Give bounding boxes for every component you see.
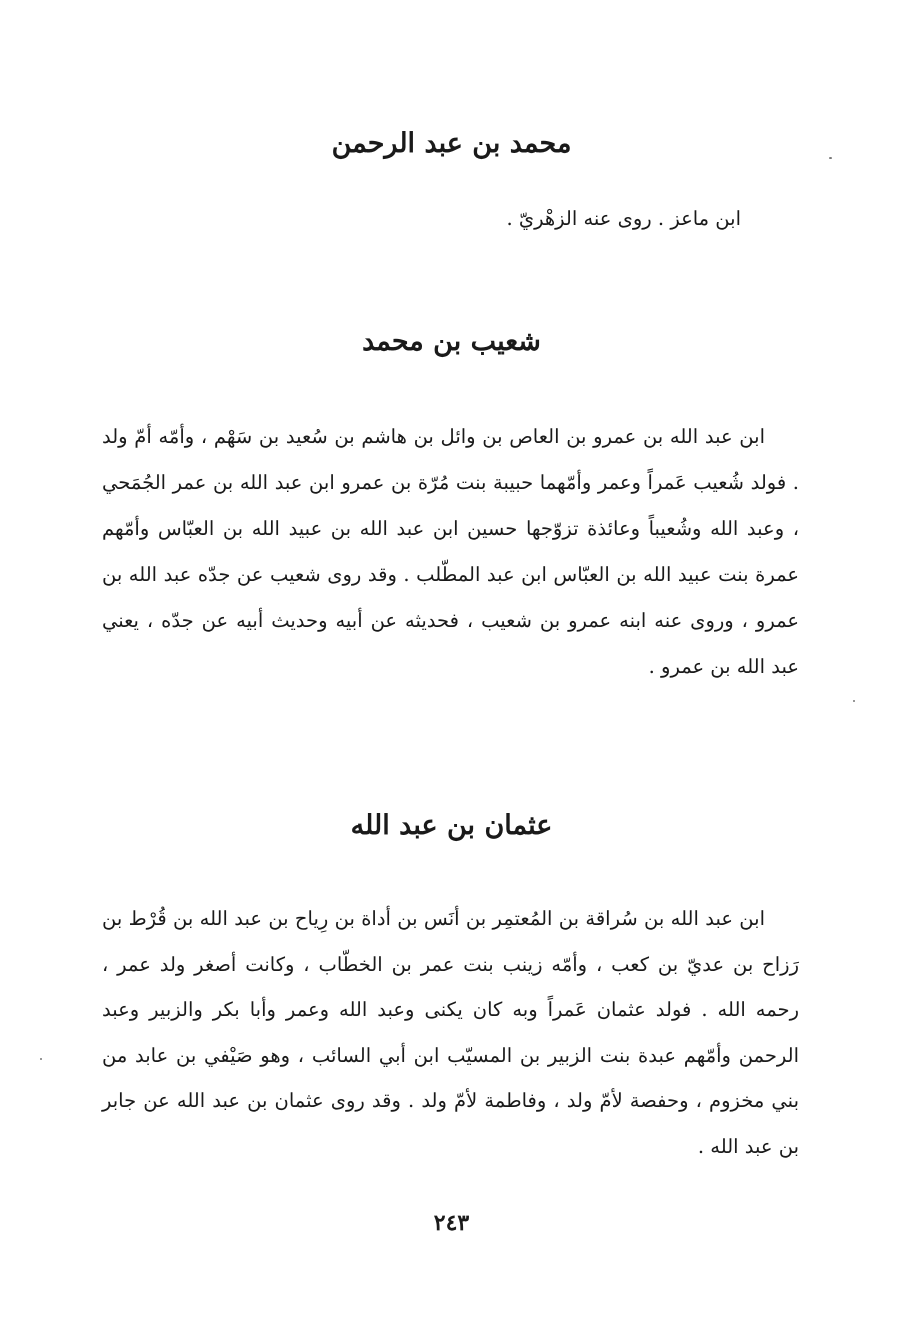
paper-speck: [829, 157, 832, 159]
section-body-muhammad: ابن ماعز . روى عنه الزهْريّ .: [506, 207, 741, 230]
paper-speck: [40, 1058, 42, 1060]
section-body-shuayb-text: ابن عبد الله بن عمرو بن العاص بن وائل بن هاشم بن سُعيد بن سَهْم ، وأمّه أمّ ولد . فولد شُعيب عَمراً وعمر وأمّهما حبيبة بنت مُرّة بن عمرو ابن عبد الله بن عمر الجُمَحي ، وعبد الله وشُعيباً وعائذة تزوّجها حسين ابن عبد الله بن عبيد الله بن العبّاس وأمّهم عمرة بنت عبيد الله بن العبّاس ابن عبد المطّلب . وقد روى شعيب عن جدّه عبد الله بن عمرو ، وروى عنه ابنه عمرو بن شعيب ، فحديثه عن أبيه وحديث أبيه عن جدّه ، يعني عبد الله بن عمرو .: [102, 425, 799, 678]
section-title-shuayb: شعيب بن محمد: [362, 326, 541, 357]
section-body-shuayb: [102, 414, 799, 690]
paper-speck: [853, 700, 855, 702]
section-body-uthman: [102, 896, 799, 1169]
section-body-uthman-text: ابن عبد الله بن سُراقة بن المُعتمِر بن أنَس بن أداة بن رِياح بن عبد الله بن قُرْط بن رَزاح بن عديّ بن كعب ، وأمّه زينب بنت عمر بن الخطّاب ، وكانت أصغر ولد عمر ، رحمه الله . فولد عثمان عَمراً وبه كان يكنى وعبد الله وعمر وأبا بكر والزبير وعبد الرحمن وأمّهم عبدة بنت الزبير بن المسيّب ابن أبي السائب ، وهو صَيْفي بن عابد من بني مخزوم ، وحفصة لأمّ ولد ، وفاطمة لأمّ ولد . وقد روى عثمان بن عبد الله عن جابر بن عبد الله .: [102, 907, 799, 1158]
section-title-uthman: عثمان بن عبد الله: [350, 810, 553, 841]
page-number: ٢٤٣: [433, 1210, 470, 1236]
section-title-muhammad: محمد بن عبد الرحمن: [331, 128, 572, 159]
